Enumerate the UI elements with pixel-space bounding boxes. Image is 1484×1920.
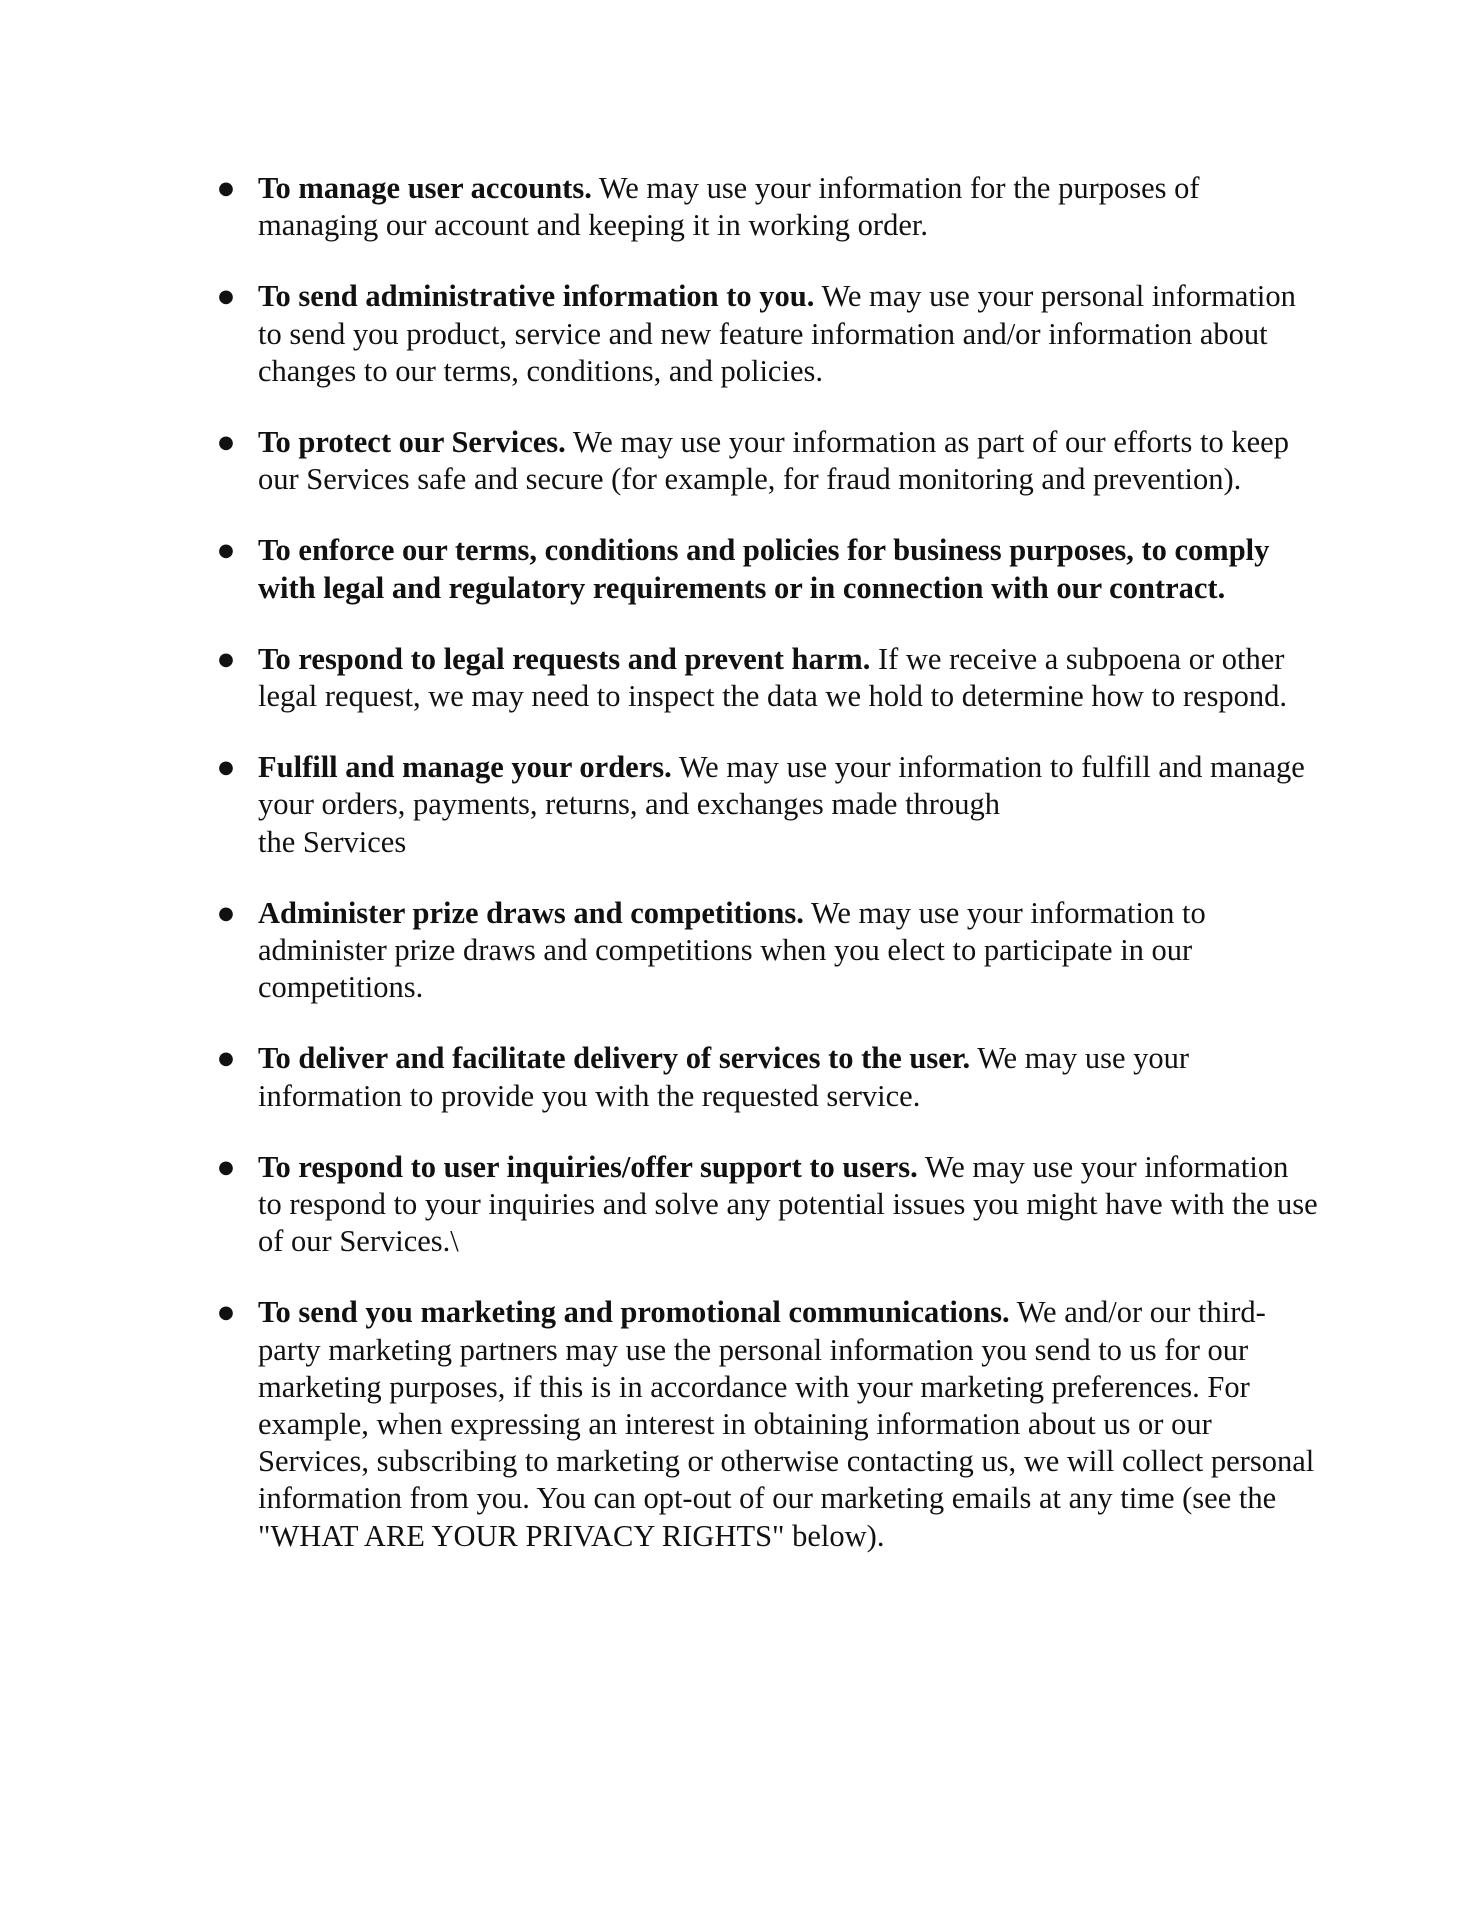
purposes-list [218, 170, 1318, 1589]
bullet-icon: ● [218, 1048, 234, 1070]
bullet-icon: ● [218, 432, 234, 454]
list-item [218, 1040, 1318, 1114]
item-title: To send you marketing and promotional communications. [258, 1295, 1010, 1330]
item-text: We may use your information as part of our efforts to keep our Services safe and secure (for example, for fraud monitoring and prevention). [258, 425, 1289, 497]
item-title: To respond to user inquiries/offer support to users. [258, 1149, 918, 1184]
bullet-icon: ● [218, 286, 234, 308]
item-text: We may use your information to provide you with the requested service. [258, 1041, 1190, 1113]
item-title: To respond to legal requests and prevent harm. [258, 641, 871, 676]
list-item [218, 1149, 1318, 1261]
list-item [218, 278, 1318, 390]
list-item [218, 895, 1318, 1007]
bullet-icon: ● [218, 540, 234, 562]
bullet-icon: ● [218, 178, 234, 199]
list-item [218, 170, 1318, 244]
bullet-icon: ● [218, 1156, 234, 1178]
item-title: To enforce our terms, conditions and policies for business purposes, to comply with legal and regulatory requirements or in connection with our contract. [258, 533, 1270, 605]
bullet-icon: ● [218, 1302, 234, 1324]
list-item [218, 641, 1318, 715]
item-text: We may use your information for the purposes of managing our account and keeping it in working order. [258, 171, 1200, 243]
item-text: We and/or our third-party marketing partners may use the personal information you send to us for our marketing purposes, if this is in accordance with your marketing preferences. For example, when expressing an interest in obtaining information about us or our Services, subscribing to marketing or otherwise contacting us, we will collect personal information from you. You can opt-out of our marketing emails at any time (see the "WHAT ARE YOUR PRIVACY RIGHTS" below). [258, 1295, 1315, 1553]
item-title: Administer prize draws and competitions. [258, 895, 804, 930]
item-title: Fulfill and manage your orders. [258, 750, 672, 785]
list-item [218, 532, 1318, 606]
bullet-icon: ● [218, 757, 234, 779]
item-text-continuation: the Services [258, 824, 407, 859]
item-text: We may use your information to fulfill and manage your orders, payments, returns, and exchanges made through [258, 750, 1305, 822]
item-text: We may use your information to respond to your inquiries and solve any potential issues you might have with the use of our Services.\ [258, 1149, 1318, 1259]
item-title: To deliver and facilitate delivery of services to the user. [258, 1041, 971, 1076]
item-text: We may use your information to administer prize draws and competitions when you elect to participate in our competitions. [258, 895, 1206, 1005]
item-title: To manage user accounts. [258, 171, 592, 205]
list-item [218, 749, 1318, 861]
bullet-icon: ● [218, 902, 234, 924]
list-item [218, 1294, 1318, 1554]
bullet-icon: ● [218, 648, 234, 670]
list-item [218, 424, 1318, 498]
item-title: To protect our Services. [258, 425, 566, 460]
item-title: To send administrative information to you. [258, 279, 815, 314]
item-text: We may use your personal information to send you product, service and new feature information and/or information about changes to our terms, conditions, and policies. [258, 279, 1296, 388]
item-text: If we receive a subpoena or other legal request, we may need to inspect the data we hold to determine how to respond. [258, 641, 1288, 714]
